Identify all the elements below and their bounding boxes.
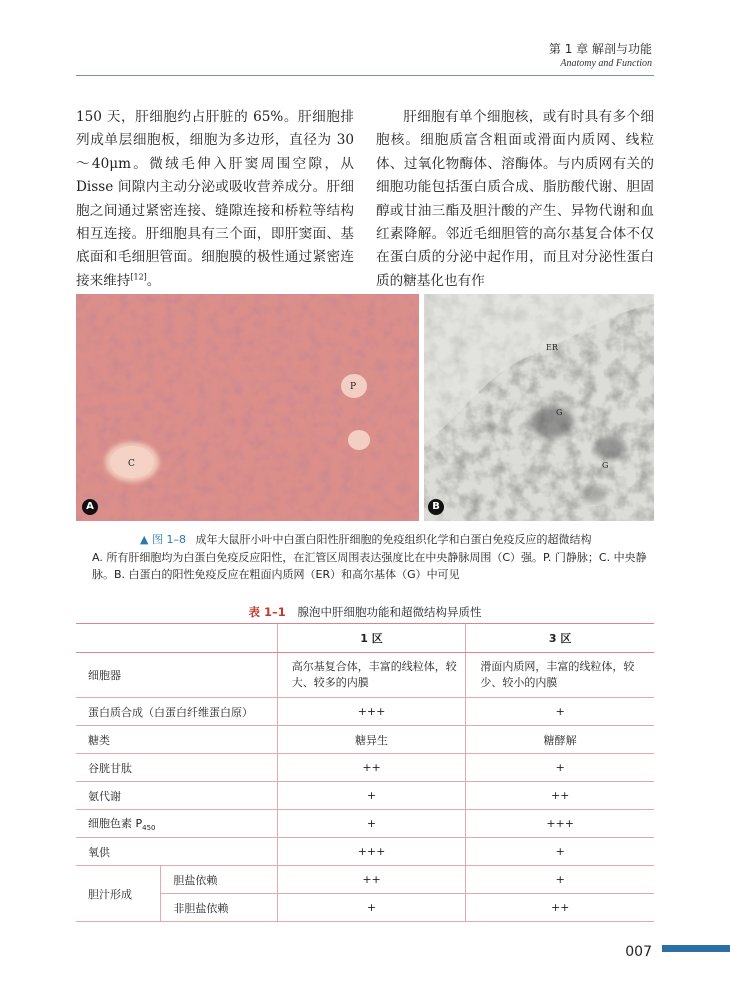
row-label: 氨代谢 bbox=[76, 782, 277, 810]
table-row bbox=[76, 894, 654, 922]
left-paragraph-end: 。 bbox=[146, 272, 161, 289]
label-golgi-1: G bbox=[556, 408, 563, 417]
left-paragraph: 150 天，肝细胞约占肝脏的 65%。肝细胞排列成单层细胞板，细胞为多边形，直径为 30～40μm。微绒毛伸入肝窦周围空隙，从 Disse 间隙内主动分泌或吸收营养成分。肝细胞之间通过紧密连接、缝隙连接和桥粒等结构相互连接。肝细胞具有三个面，即肝窦面、基底面和毛细胆管面。细胞膜的极性通过紧密连接来维持 bbox=[76, 109, 354, 289]
table-row bbox=[76, 754, 654, 782]
zone3-cell: + bbox=[466, 698, 654, 726]
zone3-cell: + bbox=[466, 754, 654, 782]
zone1-cell: ++ bbox=[277, 754, 466, 782]
figure-panel-b bbox=[424, 294, 654, 521]
figure-number: 图 1–8 bbox=[151, 533, 186, 546]
row-sublabel: 胆盐依赖 bbox=[161, 866, 277, 894]
stained-tissue-image bbox=[76, 294, 419, 521]
figure-title: 成年大鼠肝小叶中白蛋白阳性肝细胞的免疫组织化学和白蛋白免疫反应的超微结构 bbox=[195, 533, 592, 546]
table-row bbox=[76, 782, 654, 810]
panel-a-badge: A bbox=[82, 499, 98, 515]
figure-caption-title bbox=[140, 531, 591, 547]
label-portal-vein: P bbox=[350, 382, 357, 392]
zone3-cell: 糖酵解 bbox=[466, 726, 654, 754]
triangle-icon: ▲ bbox=[140, 533, 149, 546]
row-label: 糖类 bbox=[76, 726, 277, 754]
page-number: 007 bbox=[625, 944, 652, 960]
row-label-bile: 胆汁形成 bbox=[76, 866, 161, 922]
row-label: 谷胱甘肽 bbox=[76, 754, 277, 782]
table-title-text: 腺泡中肝细胞功能和超微结构异质性 bbox=[297, 605, 482, 619]
subscript-450: 450 bbox=[142, 824, 156, 833]
zone3-cell: + bbox=[466, 866, 654, 894]
right-paragraph: 肝细胞有单个细胞核，或有时具有多个细胞核。细胞质富含粗面或滑面内质网、线粒体、过氧化物酶体、溶酶体。与内质网有关的细胞功能包括蛋白质合成、脂肪酸代谢、胆固醇或甘油三酯及胆汁酸的产生、异物代谢和血红素降解。邻近毛细胆管的高尔基复合体不仅在蛋白质的分泌中起作用，而且对分泌性蛋白质的糖基化也有作 bbox=[376, 109, 654, 289]
zone1-cell: 糖异生 bbox=[277, 726, 466, 754]
header-divider bbox=[76, 75, 654, 76]
table-title bbox=[0, 604, 730, 620]
header-cell-zone1: 1 区 bbox=[277, 624, 466, 653]
row-label: 细胞色素 $P_{450}$ bbox=[76, 810, 277, 838]
figure-caption-body: A. 所有肝细胞均为白蛋白免疫反应阳性，在汇管区周围表达强度比在中央静脉周围（C）强。P. 门静脉；C. 中央静脉。B. 白蛋白的阳性免疫反应在粗面内质网（ER）和高尔基体（G）中可见 bbox=[92, 551, 647, 581]
table-row bbox=[76, 653, 654, 698]
row-sublabel: 非胆盐依赖 bbox=[161, 894, 277, 922]
zone3-cell: + bbox=[466, 838, 654, 866]
electron-micrograph-image bbox=[424, 294, 654, 521]
table-header-row bbox=[76, 624, 654, 653]
row-label: 蛋白质合成（白蛋白纤维蛋白原） bbox=[76, 698, 277, 726]
table-number: 表 1–1 bbox=[248, 605, 286, 619]
table-row bbox=[76, 838, 654, 866]
body-column-right bbox=[376, 106, 654, 293]
figure-panel-a bbox=[76, 294, 419, 521]
heterogeneity-table bbox=[76, 623, 654, 922]
zone1-cell: 高尔基复合体，丰富的线粒体，较大、较多的内膜 bbox=[277, 653, 466, 698]
chapter-subtitle: Anatomy and Function bbox=[560, 58, 652, 69]
row-label: 氧供 bbox=[76, 838, 277, 866]
zone1-cell: + bbox=[277, 810, 466, 838]
body-column-left bbox=[76, 106, 354, 293]
panel-b-badge: B bbox=[428, 499, 444, 515]
label-golgi-2: G bbox=[602, 461, 609, 470]
row-label: 细胞器 bbox=[76, 653, 277, 698]
header-cell-zone3: 3 区 bbox=[466, 624, 654, 653]
table-row bbox=[76, 810, 654, 838]
citation-ref[interactable]: [12] bbox=[130, 272, 147, 282]
zone3-cell: ++ bbox=[466, 894, 654, 922]
zone1-cell: + bbox=[277, 894, 466, 922]
table-row bbox=[76, 866, 654, 894]
chapter-title: 第 1 章 解剖与功能 bbox=[548, 42, 652, 56]
zone1-cell: + bbox=[277, 782, 466, 810]
table-row bbox=[76, 726, 654, 754]
zone3-cell: +++ bbox=[466, 810, 654, 838]
zone1-cell: +++ bbox=[277, 838, 466, 866]
zone1-cell: ++ bbox=[277, 866, 466, 894]
label-central-vein: C bbox=[128, 459, 135, 469]
zone3-cell: 滑面内质网，丰富的线粒体，较少、较小的内膜 bbox=[466, 653, 654, 698]
label-er: ER bbox=[546, 343, 558, 352]
zone1-cell: +++ bbox=[277, 698, 466, 726]
page-number-bar bbox=[662, 945, 730, 952]
zone3-cell: ++ bbox=[466, 782, 654, 810]
header-cell-label bbox=[76, 624, 277, 653]
table-row bbox=[76, 698, 654, 726]
